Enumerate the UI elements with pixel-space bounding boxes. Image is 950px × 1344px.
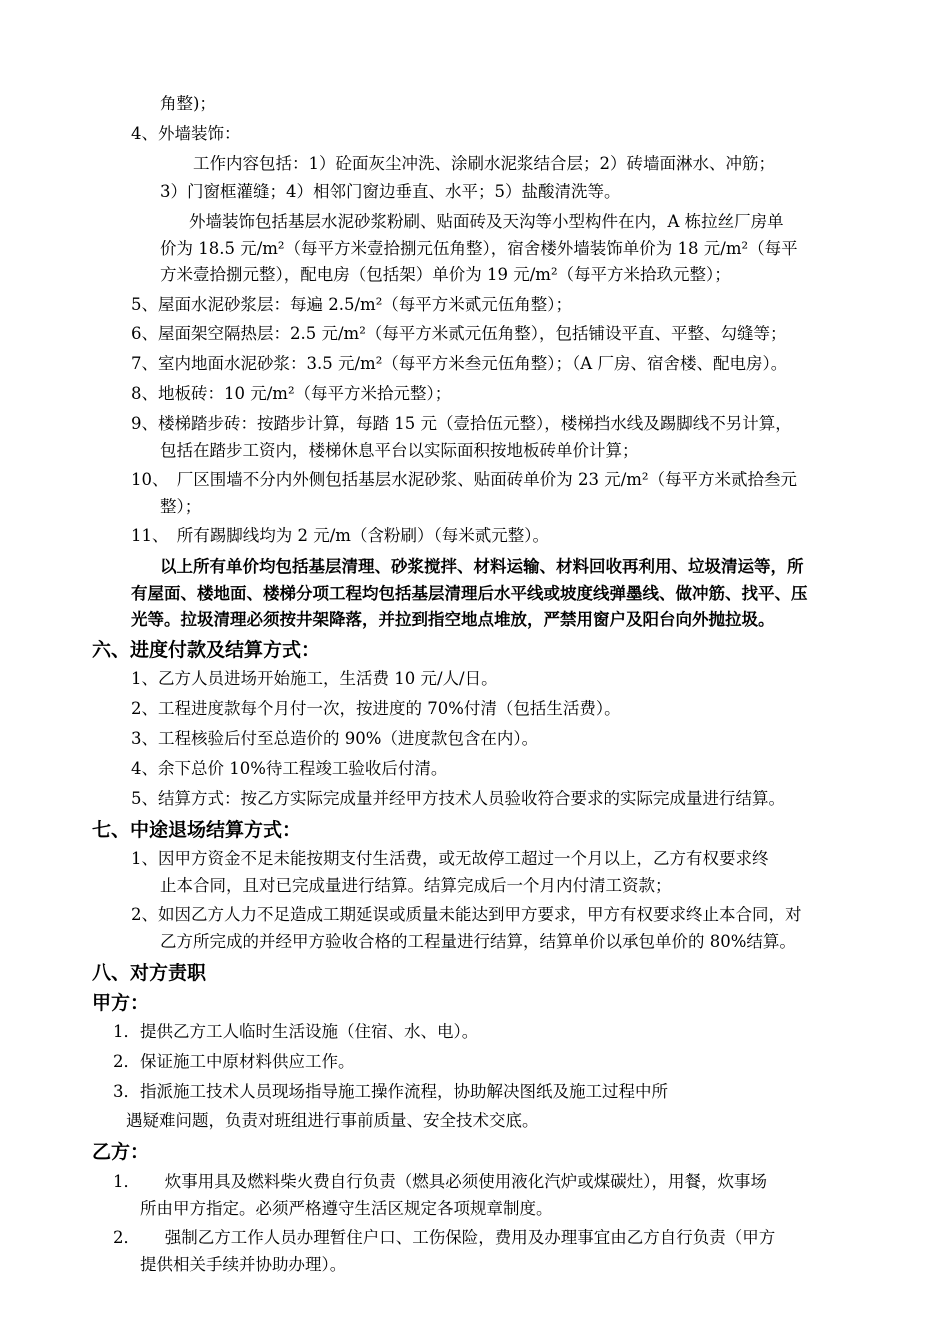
text-line: 10、 厂区围墙不分内外侧包括基层水泥砂浆、贴面砖单价为 23 元/m²（每平方米贰拾叁元 [131,470,798,489]
text-line: 3）门窗框灌缝；4）相邻门窗边垂直、水平；5）盐酸清洗等。 [160,182,621,201]
text-line: 5、屋面水泥砂浆层：每遍 2.5/m²（每平方米贰元伍角整）； [131,295,573,314]
text-line: 价为 18.5 元/m²（每平方米壹拾捌元伍角整），宿舍楼外墙装饰单价为 18 元/m²（每平 [160,239,798,258]
text-line: 4、外墙装饰： [131,124,241,143]
section-heading: 甲方： [92,992,150,1014]
text-line: 所由甲方指定。必须严格遵守生活区规定各项规章制度。 [140,1199,553,1218]
text-line: 11、 所有踢脚线均为 2 元/m（含粉刷）（每米贰元整）。 [131,526,549,545]
text-line: 整）； [160,497,202,516]
text-line: 7、室内地面水泥砂浆：3.5 元/m²（每平方米叁元伍角整）；（A 厂房、宿舍楼、配电房）。 [131,354,788,373]
text-line: 以上所有单价均包括基层清理、砂浆搅拌、材料运输、材料回收再利用、垃圾清运等，所 [160,557,804,576]
text-line: 外墙装饰包括基层水泥砂浆粉刷、贴面砖及天沟等小型构件在内，A 栋拉丝厂房单 [189,212,784,231]
text-line: 遇疑难问题，负责对班组进行事前质量、安全技术交底。 [126,1111,539,1130]
text-line: 1、乙方人员进场开始施工，生活费 10 元/人/日。 [131,669,498,688]
text-line: 光等。拉圾清理必须按井架降落，并拉到指空地点堆放，严禁用窗户及阳台向外抛拉圾。 [131,610,775,629]
text-line: 1．提供乙方工人临时生活设施（住宿、水、电）。 [113,1022,479,1041]
text-line: 包括在踏步工资内，楼梯休息平台以实际面积按地板砖单价计算； [160,441,639,460]
section-heading: 六、进度付款及结算方式： [92,639,321,661]
text-line: 提供相关手续并协助办理）。 [140,1255,347,1274]
text-line: 2、如因乙方人力不足造成工期延误或质量未能达到甲方要求，甲方有权要求终止本合同，对 [131,905,802,924]
text-line: 8、地板砖：10 元/m²（每平方米拾元整）； [131,384,452,403]
text-line: 6、屋面架空隔热层：2.5 元/m²（每平方米贰元伍角整），包括铺设平直、平整、勾缝等； [131,324,787,343]
text-line: 工作内容包括：1）砼面灰尘冲洗、涂刷水泥浆结合层；2）砖墙面淋水、冲筋； [193,154,775,173]
text-line: 方米壹拾捌元整），配电房（包括架）单价为 19 元/m²（每平方米拾玖元整）； [160,265,731,284]
text-line: 角整)； [160,94,216,113]
text-line: 1． 炊事用具及燃料柴火费自行负责（燃具必须使用液化汽炉或煤碳灶），用餐，炊事场 [113,1172,767,1191]
text-line: 3．指派施工技术人员现场指导施工操作流程，协助解决图纸及施工过程中所 [113,1082,668,1101]
text-line: 2．保证施工中原材料供应工作。 [113,1052,355,1071]
section-heading: 七、中途退场结算方式： [92,819,302,841]
text-line: 4、余下总价 10%待工程竣工验收后付清。 [131,759,448,778]
text-line: 乙方所完成的并经甲方验收合格的工程量进行结算，结算单价以承包单价的 80%结算。 [160,932,796,951]
text-line: 3、工程核验后付至总造价的 90%（进度款包含在内）。 [131,729,539,748]
text-line: 有屋面、楼地面、楼梯分项工程均包括基层清理后水平线或坡度线弹墨线、做冲筋、找平、压 [131,584,808,603]
text-line: 1、因甲方资金不足未能按期支付生活费，或无故停工超过一个月以上，乙方有权要求终 [131,849,769,868]
section-heading: 乙方： [92,1141,150,1163]
text-line: 5、结算方式：按乙方实际完成量并经甲方技术人员验收符合要求的实际完成量进行结算。 [131,789,785,808]
text-line: 9、楼梯踏步砖：按踏步计算，每踏 15 元（壹拾伍元整），楼梯挡水线及踢脚线不另计算， [131,414,792,433]
section-heading: 八、对方责职 [92,962,207,984]
text-line: 2、工程进度款每个月付一次，按进度的 70%付清（包括生活费）。 [131,699,621,718]
text-line: 止本合同，且对已完成量进行结算。结算完成后一个月内付清工资款； [160,876,672,895]
text-line: 2． 强制乙方工作人员办理暂住户口、工伤保险，费用及办理事宜由乙方自行负责（甲方 [113,1228,776,1247]
